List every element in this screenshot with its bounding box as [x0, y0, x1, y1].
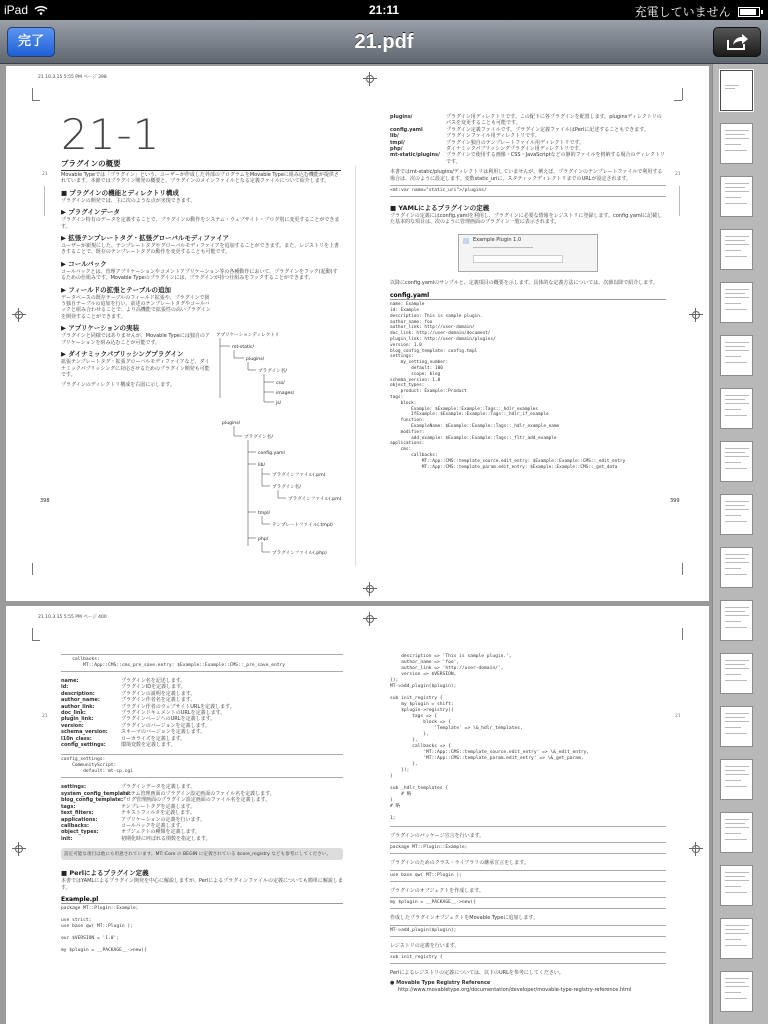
def-term: version: — [61, 722, 84, 729]
def-desc: アプリケーションの定義を行います。 — [121, 816, 206, 823]
item-title: ▶ コールバック — [61, 259, 107, 268]
page-thumbnail[interactable] — [720, 70, 753, 111]
code-block: <mt:var name="static_uri">/plugins/ — [390, 185, 666, 197]
item-title: ▶ ダイナミックパブリッシングプラグイン — [61, 350, 184, 359]
page-number-left: 398 — [40, 498, 50, 504]
page-thumbnail[interactable] — [720, 494, 753, 535]
page-thumbnail[interactable] — [720, 971, 753, 1012]
def-desc: プラグイン独自のテンプレートファイル用ディレクトリです。 — [446, 139, 585, 146]
tree-node: images/ — [276, 391, 295, 396]
registration-mark — [363, 582, 377, 596]
def-term: plugins/ — [390, 114, 413, 120]
tree-node: plugins/ — [222, 421, 241, 426]
tree-node: tmpl/ — [258, 511, 271, 516]
example-code-block: package MT::Plugin::Example; use strict; use base qw( MT::Plugin ); our $VERSION = '1.0'; my $plugin = __PACKAGE__->new({ — [61, 905, 147, 953]
def-term: description: — [61, 690, 95, 697]
item-body: コールバックとは、管理アプリケーションやコメントアプリケーション等の各種動作において、プラグインをフック(起動)するための仕組みです。Movable Typeのプラグインには、プラグインが持つ仕組みをフックすることができます。 — [61, 268, 338, 282]
tree-node: css/ — [276, 381, 285, 386]
def-term: blog_config_template: — [61, 797, 123, 804]
def-desc: 環境変数を定義します。 — [121, 742, 176, 749]
share-button[interactable] — [713, 27, 761, 57]
def-term: tags: — [61, 803, 76, 810]
tree-node: プラグイン名/ — [272, 485, 301, 490]
def-desc: プラグイン用ディレクトリです。この配下に各プラグインを配置します。pluginsディレクトリのパスを変更することも可能です。 — [446, 114, 662, 127]
ref-note: Perlによるレジストリの定義については、以下のURLを参考にしてください。 — [390, 970, 564, 977]
code-block: description => 'This is sample plugin.', author_name => 'foo', author_link => 'http://user-domain/', version => $VERSION, }); MT->add_plugin($plugin); sub init_registry { my $plugin = shift; $plugin->registry({ tags => { block => { 'Template' => \&_hdlr_templates, }, }, callbacks => { 'MT::App::CMS::template_source.edit_entry' => \&_edit_entry, 'MT::App::CMS::template_param.edit_entry' => \&_get_param, }, }); } sub _hdlr_templates { # 略 } # 略 1; — [390, 654, 666, 827]
ref-url: http://www.movabletype.org/documentation/developer/movable-type-registry-reference.html — [398, 986, 632, 993]
static-note: 本書ではmt-static/plugins/ディレクトリは利用していませんが、例えば、プラグインのテンプレートファイルで利用する場合は、次のように設定します。変数static_uriに、スタティックディレクトリまでのURLが設定されます。 — [390, 169, 663, 182]
def-desc: コールバックを定義します。 — [121, 822, 186, 829]
definition-list — [61, 784, 343, 842]
item-title: ▶ アプリケーションの実装 — [61, 324, 140, 333]
navigation-bar — [0, 20, 768, 64]
directory-tree-diagram — [216, 328, 351, 563]
def-term: author_name: — [61, 697, 100, 704]
def-term: object_types: — [61, 829, 99, 836]
status-right — [635, 3, 760, 20]
def-term: plugin_link: — [61, 716, 94, 723]
item-title: ▶ 拡張テンプレートタグ・拡張グローバルモディファイア — [61, 234, 230, 243]
code-label: Example.pl — [61, 896, 343, 904]
page-thumbnail[interactable] — [720, 335, 753, 376]
step-code: package MT::Plugin::Example; — [390, 842, 666, 854]
registration-mark — [689, 842, 703, 856]
figure-caption: Example Plugin 1.0 — [473, 236, 522, 243]
def-desc: プラグイン名を記述します。 — [121, 678, 186, 684]
page-thumbnail[interactable] — [720, 706, 753, 747]
item-title: ▶ フィールドの拡張とテーブルの追加 — [61, 285, 172, 294]
ref-title: ● Movable Type Registry Reference — [390, 980, 491, 987]
tree-node: プラグイン名/ — [244, 435, 273, 440]
def-desc: 初期化時に呼ばれる関数を指定します。 — [121, 835, 211, 842]
def-term: settings: — [61, 784, 86, 791]
def-term: id: — [61, 684, 69, 691]
page-thumbnail[interactable] — [720, 388, 753, 429]
charging-status: 充電していません — [634, 5, 731, 19]
page-thumbnail[interactable] — [720, 812, 753, 853]
done-button[interactable]: 完了 — [7, 27, 55, 57]
def-desc: プラグイン定義ファイルです。プラグイン定義ファイルはPerlに記述することもできます。 — [446, 126, 649, 133]
def-term: config_settings: — [61, 742, 106, 749]
page-thumbnail[interactable] — [720, 918, 753, 959]
registration-mark — [12, 308, 26, 322]
def-term: l10n_class: — [61, 735, 92, 742]
status-time: 21:11 — [368, 3, 400, 17]
def-term: doc_link: — [61, 710, 86, 717]
item-body: プラグイン特有のデータを定義することで、プラグインの動作をシステム・ウェブサイト・ブログ別に変更することができます。 — [61, 217, 340, 230]
section-title: ■ プラグインの機能とディレクトリ構成 — [61, 188, 179, 197]
step-code: use base qw( MT::Plugin ); — [390, 870, 666, 882]
tree-node: js/ — [276, 401, 282, 406]
def-desc: ブログ管理画面のプラグイン設定画面のファイル名を定義します。 — [121, 797, 271, 804]
tree-node: テンプレートファイル(.tmpl) — [272, 523, 333, 528]
page2-right-column — [390, 654, 666, 993]
page-thumbnail[interactable] — [720, 123, 753, 164]
def-term: php/ — [390, 146, 403, 153]
code-block: config_settings: CommunityScript: default: mt-cp.cgi — [61, 754, 343, 778]
registration-mark — [363, 72, 377, 86]
section-title: ■ YAMLによるプラグインの定義 — [390, 204, 490, 213]
registration-mark — [689, 308, 703, 322]
page-thumbnail[interactable] — [720, 229, 753, 270]
def-desc: プラグインファイル用ディレクトリです。 — [446, 133, 540, 140]
step-text: レジストリの定義を行います。 — [390, 942, 460, 949]
plugin-icon — [463, 238, 469, 244]
def-desc: プラグインの説明を定義します。 — [121, 690, 196, 697]
page-thumbnail[interactable] — [720, 176, 753, 217]
def-desc: テンプレートタグを定義します。 — [121, 803, 196, 810]
tree-node: プラグイン名/ — [258, 369, 287, 374]
page-thumbnail[interactable] — [720, 653, 753, 694]
item-body: 拡張テンプレートタグ・拡張グローバルモディファイアなど、ダイナミックパブリッシングに対応させるためのプラグイン開発も可能です。 — [61, 359, 210, 378]
side-tab-label: 21 — [42, 172, 48, 177]
step-text: プラグインのパッケージ宣言を行います。 — [390, 833, 485, 839]
section-body: プラグインの定義にはconfig.yamlを利用し、プラグインに必要な情報をレジストリに登録します。config.yamlに記載した基本的な項目は、次のように管理画面のプラグイン一覧に表示されます。 — [390, 213, 663, 226]
tree-node: プラグインファイル(.php) — [272, 551, 327, 556]
step-code: MT->add_plugin($plugin); — [390, 925, 666, 937]
item-body: データベースの既存テーブルのフィールド拡張や、プラグインで扱う独自テーブルの追加を行い、前述のテンプレートタグやコールバックと組み合わせることで、より高機能で拡張性の高いプラグインを開発することができます。 — [61, 294, 211, 320]
tree-node: lib/ — [258, 463, 266, 468]
tree-node: mt-static/ — [232, 345, 255, 350]
def-desc: ローカライズを定義します。 — [121, 735, 186, 742]
code-block: callbacks: MT::App::CMS::cms_pre_save.entry: $Example::Example::CMS::_pre_save_entry — [61, 654, 343, 672]
tree-title: アプリケーションディレクトリ — [216, 333, 280, 338]
def-desc: プラグインで使用する画像・CSS・JavaScriptなどの静的ファイルを格納する場合のディレクトリです。 — [446, 152, 666, 165]
def-desc: テキストフィルタを定義します。 — [121, 810, 195, 817]
tree-node: プラグインファイル(.pm) — [272, 473, 326, 478]
tree-node: plugins/ — [246, 357, 265, 362]
def-desc: システム管理画面のプラグイン設定画面のファイル名を定義します。 — [121, 790, 275, 797]
pdf-page-spread-2[interactable] — [6, 606, 709, 1024]
def-desc: プラグインデータを定義します。 — [121, 784, 196, 791]
plugin-list-figure — [458, 234, 598, 272]
def-desc: オブジェクトの種類を定義します。 — [121, 829, 201, 836]
def-desc: プラグインドキュメントのURLを定義します。 — [121, 710, 226, 717]
tree-node: php/ — [258, 537, 269, 542]
tree-node: config.yaml — [258, 451, 285, 456]
page-thumbnail[interactable] — [720, 547, 753, 588]
side-tab-label: 21 — [675, 172, 681, 177]
registration-mark — [363, 612, 377, 626]
code-label: config.yaml — [390, 292, 666, 300]
def-term: lib/ — [390, 133, 399, 140]
def-term: mt-static/plugins/ — [390, 152, 440, 159]
def-desc: ダイナミックパブリッシングプラグイン用ディレクトリです。 — [446, 146, 584, 153]
step-text: プラグインのオブジェクトを作成します。 — [390, 887, 484, 894]
page-thumbnail[interactable] — [720, 441, 753, 482]
def-term: name: — [61, 678, 79, 684]
def-term: schema_version: — [61, 729, 108, 736]
page-thumbnail[interactable] — [720, 865, 753, 906]
step-code: sub init_registry { — [390, 952, 666, 964]
def-desc: プラグインIDを定義します。 — [121, 684, 186, 691]
page-header: 21 10.3.15 5:55 PM ページ 398 — [38, 75, 107, 80]
def-desc: スキーマのバージョンを定義します。 — [121, 729, 206, 736]
page-thumbnail[interactable] — [720, 600, 753, 641]
page1-right-column — [390, 114, 666, 470]
item-title: ▶ プラグインデータ — [61, 208, 120, 217]
page-thumbnail[interactable] — [720, 282, 753, 323]
def-desc: プラグインのバージョンを定義します。 — [121, 722, 211, 729]
section-body: プラグインの開発では、主に次のような点が実現できます。 — [61, 197, 196, 204]
battery-icon — [738, 7, 760, 17]
section-title: ■ Perlによるプラグイン定義 — [61, 869, 149, 878]
def-term: system_config_template: — [61, 790, 131, 797]
def-term: author_link: — [61, 703, 95, 710]
chapter-number: 21-1 — [61, 110, 161, 159]
page-thumbnail-strip[interactable] — [712, 64, 768, 1024]
tree-node: プラグインファイル(.pm) — [288, 497, 342, 502]
intro-text: Movable Typeでは「プラグイン」という、ユーザーが作成した外部のプログラムをMovable Typeに組み込む機能が提供されています。本節ではプラグイン開発の概要と、プラグインのメインファイルとなる定義ファイルについて紹介します。 — [61, 172, 339, 185]
item-body: ユーザーが新規にした、テンプレートタグやグローバルモディファイアを追加することができます。また、レジストリを上書きすることで、既存のテンプレートタグの動作を変更することも可能です。 — [61, 243, 339, 256]
step-code: my $plugin = __PACKAGE__->new({ — [390, 897, 666, 909]
tree-note: プラグインのディレクトリ構成を右図に示します。 — [61, 382, 175, 389]
document-title: 21.pdf — [354, 31, 414, 53]
registration-mark — [12, 842, 26, 856]
def-term: init: — [61, 835, 73, 842]
page-header: 21 10.3.15 5:55 PM ページ 400 — [38, 615, 107, 620]
device-name: iPad — [4, 3, 29, 17]
definition-list — [61, 678, 343, 748]
sample-note: 以降にconfig.yamlのサンプルと、定義項目の概要を示します。具体的な定義方法については、次節以降で紹介します。 — [390, 279, 658, 286]
def-term: applications: — [61, 816, 98, 823]
note-box: 設定可能な項目は他にも用意されています。MT::Core の BEGIN に定義されている $core_registry なども参考にしてください。 — [61, 848, 343, 860]
page-thumbnail[interactable] — [720, 759, 753, 800]
page-number-right: 399 — [670, 498, 680, 504]
side-tab-label: 21 — [42, 714, 48, 719]
chapter-title: プラグインの概要 — [61, 158, 341, 171]
def-term: text_filters: — [61, 810, 94, 817]
step-text: プラグインのためのクラス・ライブラリの継承宣言をします。 — [390, 860, 529, 867]
status-bar — [0, 0, 768, 20]
section-body: 本書ではYAMLによるプラグイン開発を中心に解説しますが、Perlによるプラグインファイルの定義についても簡単に解説します。 — [61, 878, 343, 891]
step-text: 作成したプラグインオブジェクトをMovable Typeに追加します。 — [390, 915, 539, 922]
config-code-block: name: Example id: Example description: This is sample plugin. author_name: foo author_link: http://user-domain/ doc_link: http://user-domain/document/ plugin_link: http://user-domain/plugins/ version: 1.0 blog_config_template: config.tmpl settings: my_setting_number: default: 100 scope: blog schema_version: 1.0 object_types: product: Example::Product tags: block: Example: $Example::Example::Tags::_hdlr_examples IfExample: $Example::Example::Tags::_hdlr_if_example function: ExampleName: $Example::Example::Tags::_hdlr_example_name modifier: add_example: $Example::Example::Tags::_fltr_add_example applications: cms: callbacks: MT::App::CMS::template_source.edit_entry: $Example::Example::CMS::_edit_entry MT::App::CMS::template_param.edit_entry: $Example::Example::CMS::_get_data — [390, 302, 626, 470]
def-desc: プラグイン作者名を定義します。 — [121, 697, 196, 704]
page2-left-column — [61, 654, 343, 954]
side-tab-label: 21 — [675, 714, 681, 719]
item-body: プラグインと同様ではありませんが、Movable Typeには独自のアプリケーションを組み込むことが可能です。 — [61, 333, 210, 346]
def-desc: プラグイン作者のウェブサイトURLを定義します。 — [121, 703, 235, 710]
def-term: config.yaml — [390, 126, 423, 133]
def-term: tmpl/ — [390, 139, 405, 146]
def-term: callbacks: — [61, 822, 89, 829]
def-desc: プラグインページへのURLを定義します。 — [121, 716, 216, 723]
share-icon — [726, 33, 750, 51]
pdf-page-spread-1[interactable] — [6, 66, 709, 601]
